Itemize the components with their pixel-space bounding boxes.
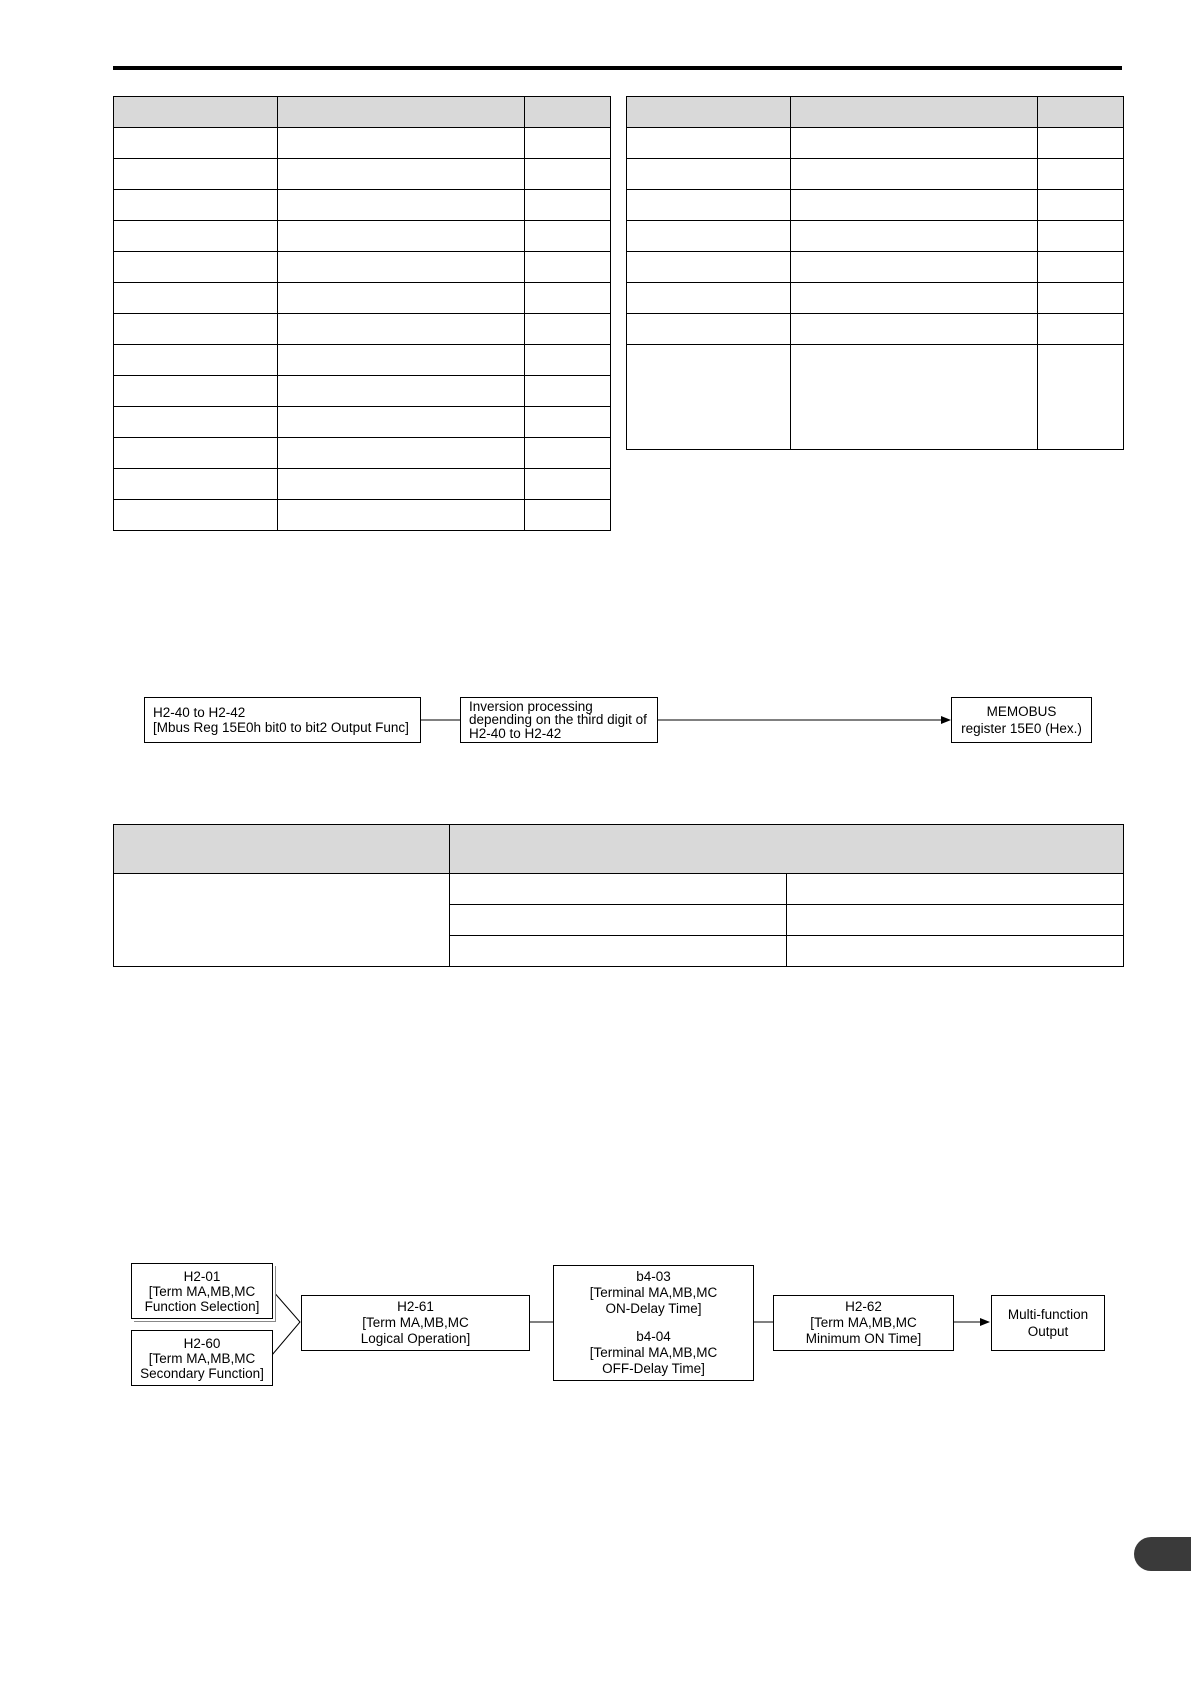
- h2-60-secondary-function-box: H2-60 [Term MA,MB,MC Secondary Function]: [131, 1330, 273, 1386]
- h2-61-logical-operation-box: H2-61 [Term MA,MB,MC Logical Operation]: [301, 1295, 530, 1351]
- table-middle: [113, 824, 1124, 967]
- h2-01-function-selection-box: H2-01 [Term MA,MB,MC Function Selection]: [131, 1263, 273, 1319]
- merge-chevron: [272, 1290, 300, 1355]
- memobus-register-box: MEMOBUS register 15E0 (Hex.): [951, 697, 1092, 743]
- register-output-func-box: H2-40 to H2-42 [Mbus Reg 15E0h bit0 to bit2 Output Func]: [144, 697, 421, 743]
- table-row: [114, 874, 1124, 905]
- multi-function-output-box: Multi-function Output: [991, 1295, 1105, 1351]
- table-header-row: [114, 825, 1124, 874]
- inversion-processing-box: Inversion processing depending on the third digit of H2-40 to H2-42: [460, 697, 658, 743]
- chapter-tab-badge: [1134, 1537, 1191, 1571]
- h2-62-minimum-on-time-box: H2-62 [Term MA,MB,MC Minimum ON Time]: [773, 1295, 954, 1351]
- b4-delay-time-box: b4-03 [Terminal MA,MB,MC ON-Delay Time] b4-04 [Terminal MA,MB,MC OFF-Delay Time]: [553, 1265, 754, 1381]
